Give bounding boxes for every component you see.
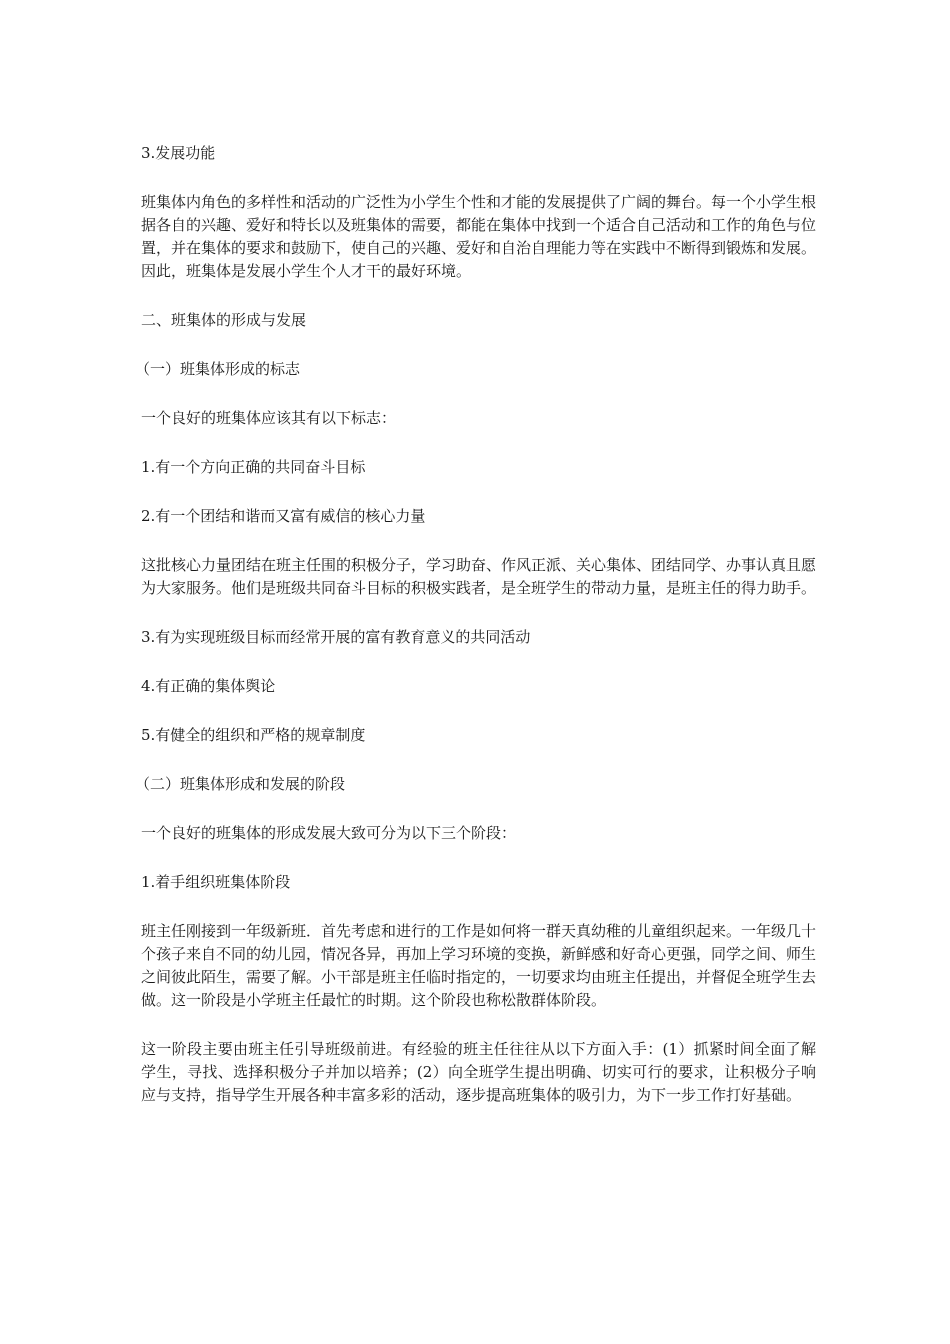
list-item-stage-1: 1.着手组织班集体阶段 [141, 873, 291, 891]
list-item-sign-3: 3.有为实现班级目标而经常开展的富有教育意义的共同活动 [141, 628, 531, 646]
paragraph-stage-1-approach: 这一阶段主要由班主任引导班级前进。有经验的班主任往往从以下方面入手：(1）抓紧时间全面了解学生，寻找、选择积极分子并加以培养；(2）向全班学生提出明确、切实可行的要求，让积极分子响应与支持，指导学生开展各种丰富多彩的活动，逐步提高班集体的吸引力，为下一步工作打好基础。 [141, 1040, 816, 1104]
list-item-sign-2: 2.有一个团结和谐而又富有威信的核心力量 [141, 507, 426, 525]
list-item-sign-1: 1.有一个方向正确的共同奋斗目标 [141, 458, 366, 476]
paragraph-development-function: 班集体内角色的多样性和活动的广泛性为小学生个性和才能的发展提供了广阔的舞台。每一个小学生根据各自的兴趣、爱好和特长以及班集体的需要，都能在集体中找到一个适合自己活动和工作的角色与位置，并在集体的要求和鼓励下，使自己的兴趣、爱好和自治自理能力等在实践中不断得到锻炼和发展。因此，班集体是发展小学生个人才干的最好环境。 [141, 193, 817, 280]
paragraph-core-force: 这批核心力量团结在班主任围的积极分子，学习助奋、作风正派、关心集体、团结同学、办事认真且愿为大家服务。他们是班级共同奋斗目标的积极实践者，是全班学生的带动力量，是班主任的得力助手。 [141, 556, 817, 597]
chapter-heading-class-formation: 二、班集体的形成与发展 [141, 311, 307, 329]
intro-line-signs: 一个良好的班集体应该其有以下标志： [141, 409, 397, 427]
list-item-sign-5: 5.有健全的组织和严格的规章制度 [141, 726, 366, 744]
subsection-heading-stages: （二）班集体形成和发展的阶段 [135, 775, 346, 793]
section-heading-development-function: 3.发展功能 [141, 144, 216, 162]
document-page [135, 142, 817, 1133]
intro-line-stages: 一个良好的班集体的形成发展大致可分为以下三个阶段： [141, 824, 517, 842]
list-item-sign-4: 4.有正确的集体舆论 [141, 677, 276, 695]
subsection-heading-formation-signs: （一）班集体形成的标志 [135, 360, 301, 378]
paragraph-stage-1-description: 班主任刚接到一年级新班．首先考虑和进行的工作是如何将一群天真幼稚的儿童组织起来。一年级几十个孩子来自不同的幼儿园，情况各异，再加上学习环境的变换，新鲜感和好奇心更强，同学之间、师生之间彼此陌生，需要了解。小干部是班主任临时指定的，一切要求均由班主任提出，并督促全班学生去做。这一阶段是小学班主任最忙的时期。这个阶段也称松散群体阶段。 [141, 922, 817, 1009]
